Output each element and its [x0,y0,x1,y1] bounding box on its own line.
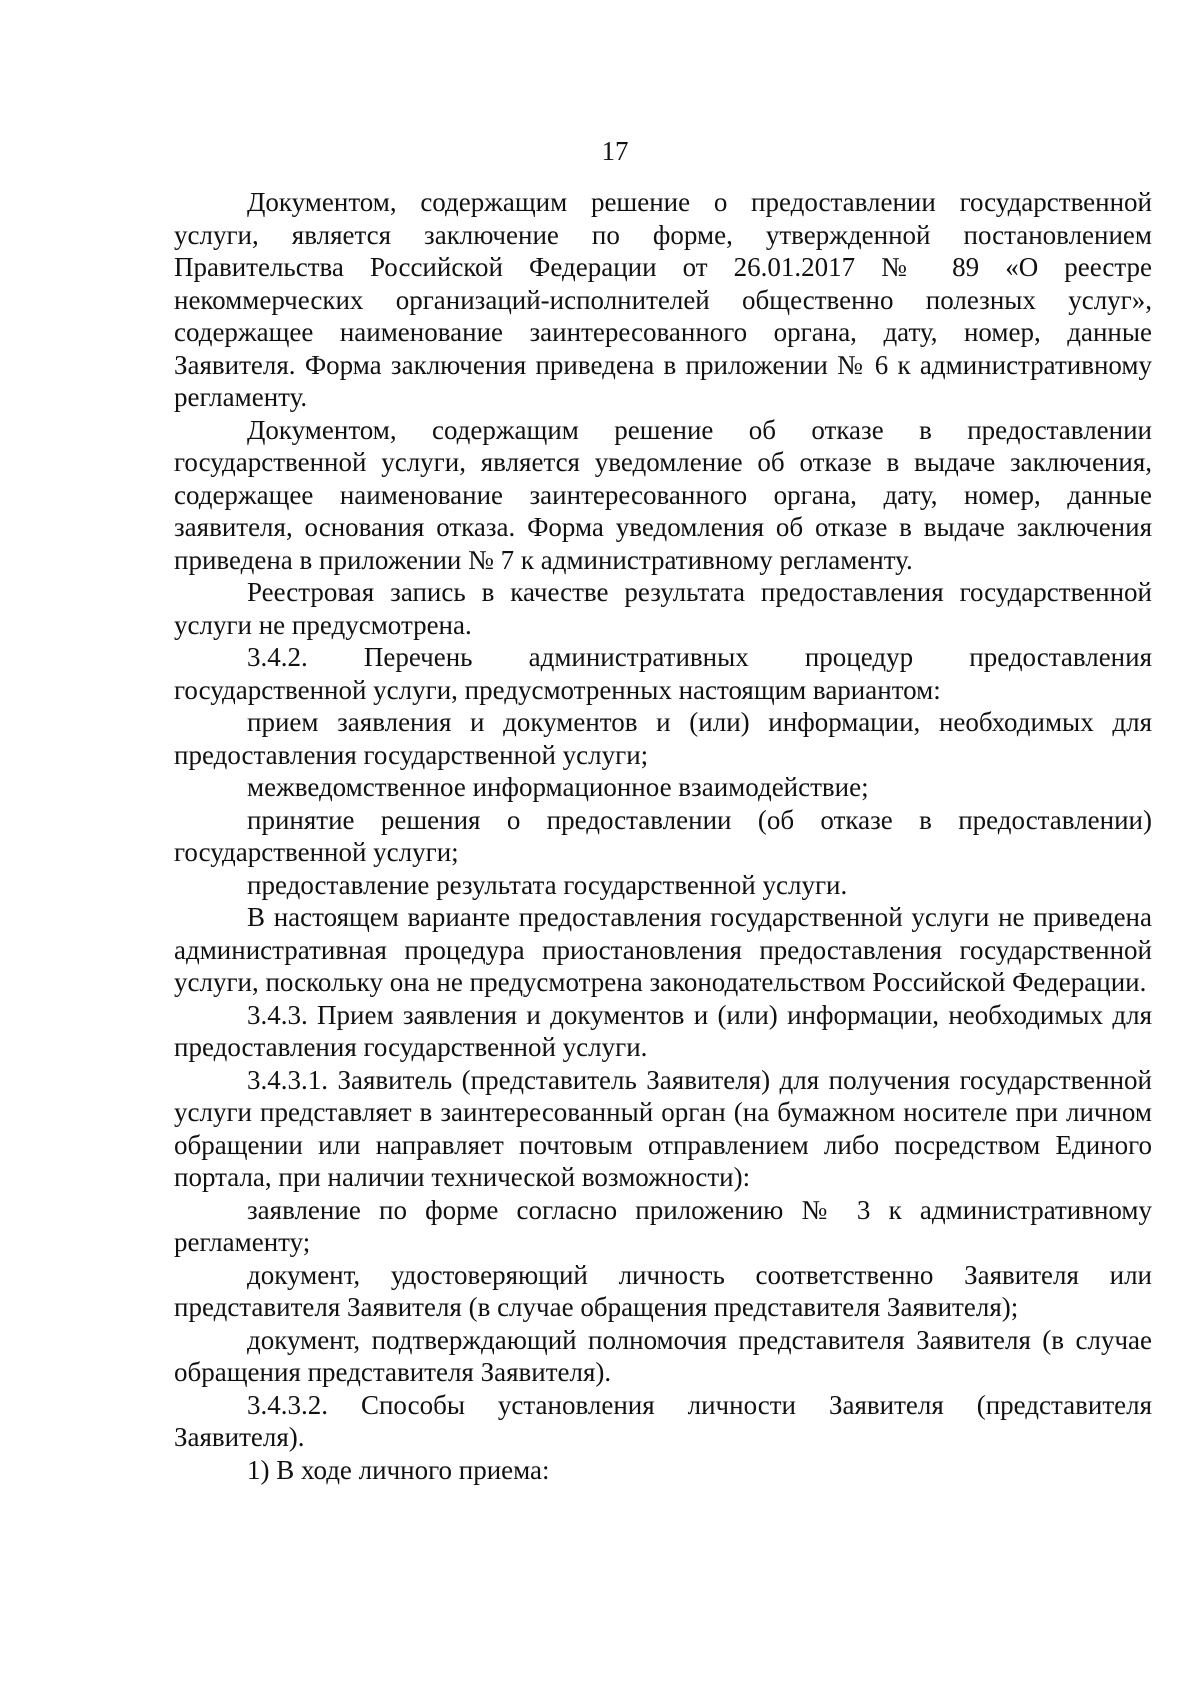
paragraph-3-4-3: 3.4.3. Прием заявления и документов и (или) информации, необходимых для предоставления государственной услуги. [174,999,1152,1062]
document-item-authority: документ, подтверждающий полномочия представителя Заявителя (в случае обращения представителя Заявителя). [174,1324,1152,1387]
document-item-application: заявление по форме согласно приложению № 3 к административному регламенту; [174,1194,1152,1257]
procedure-item-result: предоставление результата государственной услуги. [247,869,848,900]
procedure-item-decision: принятие решения о предоставлении (об отказе в предоставлении) государственной услуги; [174,804,1152,867]
paragraph-refusal-document: Документом, содержащим решение об отказе в предоставлении государственной услуги, является уведомление об отказе в выдаче заключения, содержащее наименование заинтересованного органа, дату, номер, данные заявителя, основания отказа. Форма уведомления об отказе в выдаче заключения приведена в приложении № 7 к административному регламенту. [174,414,1152,575]
paragraph-registry-entry: Реестровая запись в качестве результата предоставления государственной услуги не предусмотрена. [174,577,1152,640]
paragraph-no-suspension: В настоящем варианте предоставления государственной услуги не приведена административная процедура приостановления предоставления государственной услуги, поскольку она не предусмотрена законодательством Российской Федерации. [174,902,1152,997]
document-item-identity: документ, удостоверяющий личность соответственно Заявителя или представителя Заявителя (в случае обращения представителя Заявителя); [174,1259,1152,1322]
paragraph-result-document: Документом, содержащим решение о предоставлении государственной услуги, является заключение по форме, утвержденной постановлением Правительства Российской Федерации от 26.01.2017 № 89 «О реестре некоммерческих организаций-исполнителей общественно полезных услуг», содержащее наименование заинтересованного органа, дату, номер, данные Заявителя. Форма заключения приведена в приложении № 6 к административному регламенту. [174,187,1152,412]
page-number: 17 [601,136,629,166]
paragraph-3-4-3-2: 3.4.3.2. Способы установления личности Заявителя (представителя Заявителя). [174,1389,1152,1452]
paragraph-3-4-2: 3.4.2. Перечень административных процедур предоставления государственной услуги, предусмотренных настоящим вариантом: [174,642,1152,705]
paragraph-personal-reception: 1) В ходе личного приема: [247,1454,550,1485]
procedure-item-application: прием заявления и документов и (или) информации, необходимых для предоставления государственной услуги; [174,707,1152,770]
document-body [174,186,1152,1486]
procedure-item-interagency: межведомственное информационное взаимодействие; [247,772,869,802]
paragraph-3-4-3-1: 3.4.3.1. Заявитель (представитель Заявителя) для получения государственной услуги представляет в заинтересованный орган (на бумажном носителе при личном обращении или направляет почтовым отправлением либо посредством Единого портала, при наличии технической возможности): [174,1064,1152,1192]
